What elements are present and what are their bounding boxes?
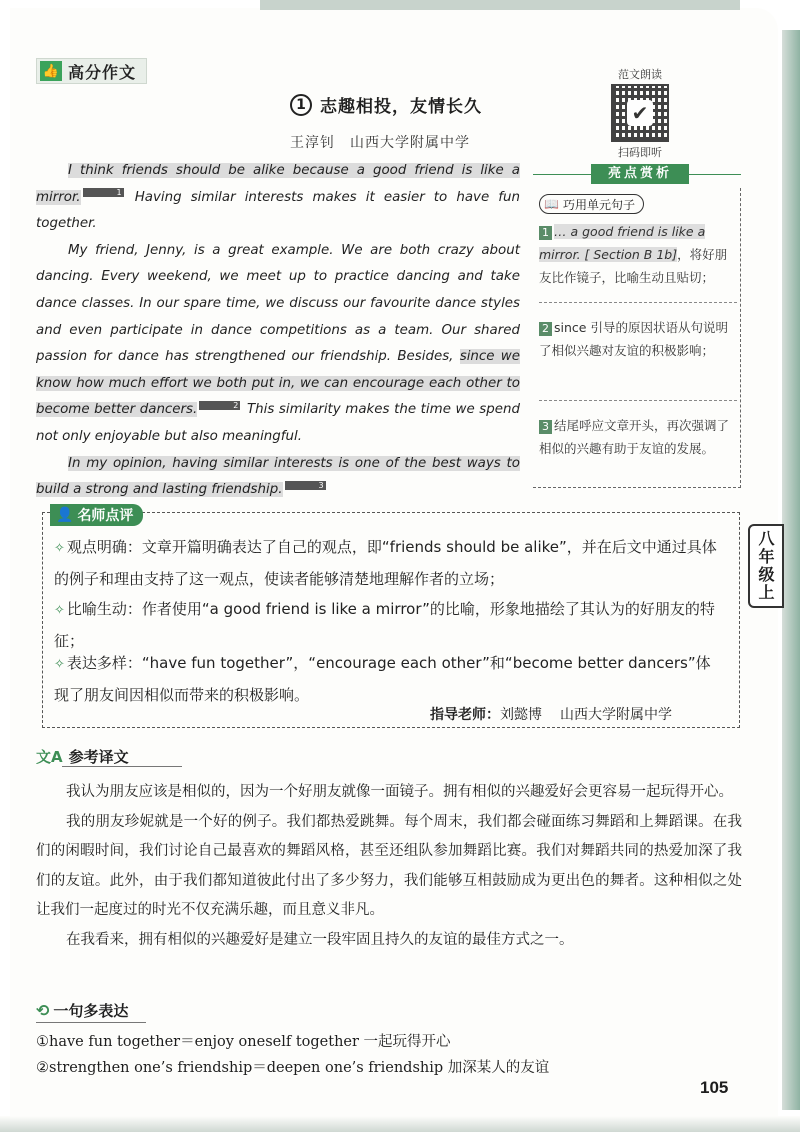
thumbs-up-icon: 👍 — [40, 61, 62, 81]
note-quote: … a good friend is like a mirror. [ Section B 1b] — [539, 224, 706, 262]
highlighted-sentence: I think friends should be alike because a good friend is like a mirror. — [36, 163, 520, 205]
marker-3: 3 — [285, 481, 326, 490]
check-icon: ✔ — [627, 100, 653, 126]
essay-sentence: Having similar interests makes it easier to have fun together. — [36, 189, 520, 232]
note-text: ，将好朋友比作镜子，比喻生动且贴切； — [539, 247, 728, 285]
essay-paragraph — [36, 451, 520, 504]
note-divider — [539, 400, 737, 401]
translation-body — [36, 778, 742, 955]
sparkle-icon: ✧ — [54, 603, 65, 618]
translate-icon: 文A — [36, 748, 63, 766]
refresh-icon: ⟲ — [36, 1001, 50, 1020]
teacher-label: 指导老师： — [430, 707, 500, 723]
qr-top-label: 范文朗读 — [618, 68, 662, 81]
note-2 — [539, 316, 737, 362]
highlighted-sentence: In my opinion, having similar interests is one of the best ways to build a strong and lasting friendship. — [36, 455, 520, 498]
expressions-header — [36, 1000, 128, 1021]
translation-paragraph: 我认为朋友应该是相似的，因为一个好朋友就像一面镜子。拥有相似的兴趣爱好会更容易一起玩得开心。 — [66, 784, 733, 800]
comment-header — [50, 504, 143, 526]
note-number: 3 — [539, 420, 552, 434]
essay-number: 1 — [290, 94, 312, 116]
book-icon: 📖 — [544, 197, 559, 211]
essay-title-row — [290, 92, 482, 117]
teacher-name: 刘懿博 — [500, 707, 542, 723]
subhead-label: 巧用单元句子 — [562, 197, 635, 212]
section-label: 高分作文 — [68, 62, 137, 82]
bottom-decoration — [0, 1116, 800, 1132]
teacher-credit — [430, 704, 672, 724]
top-decoration — [260, 0, 740, 10]
marker-2: 2 — [199, 401, 240, 410]
essay-paragraph — [36, 238, 520, 451]
comment-item-1 — [54, 532, 724, 595]
marker-1: 1 — [83, 188, 124, 197]
note-1 — [539, 220, 737, 289]
comment-text: 比喻生动：作者使用“a good friend is like a mirror”的比喻，形象地描绘了其认为的好朋友的特征； — [54, 600, 715, 650]
note-text: 结尾呼应文章开头，再次强调了相似的兴趣有助于友谊的发展。 — [539, 418, 730, 456]
comment-text: 观点明确：文章开篇明确表达了自己的观点，即“friends should be alike”，并在后文中通过具体的例子和理由支持了这一观点，使读者能够清楚地理解作者的立场； — [54, 538, 717, 588]
comment-text: 表达多样：“have fun together”，“encourage each other”和“become better dancers”体现了朋友间因相似而带来的积极影响。 — [54, 654, 711, 704]
expressions-rule — [36, 1022, 146, 1023]
highlighted-sentence: since we know how much effort we both put in, we can encourage each other to become better dancers. — [36, 349, 520, 418]
highlights-title: 亮点赏析 — [591, 164, 689, 184]
essay-body — [36, 158, 520, 504]
subhead-tag — [539, 194, 644, 214]
teacher-school: 山西大学附属中学 — [560, 707, 672, 723]
essay-sentence: This similarity makes the time we spend not only enjoyable but also meaningful. — [36, 402, 520, 444]
sparkle-icon: ✧ — [54, 657, 65, 672]
highlights-panel — [533, 160, 741, 488]
translation-paragraph: 在我看来，拥有相似的兴趣爱好是建立一段牢固且持久的友谊的最佳方式之一。 — [66, 931, 574, 948]
note-divider — [539, 302, 737, 303]
note-number: 1 — [539, 226, 552, 240]
page-number: 105 — [700, 1078, 729, 1097]
comment-item-3 — [54, 648, 724, 711]
qr-code-icon[interactable] — [611, 84, 669, 142]
note-3 — [539, 414, 737, 460]
comment-title: 名师点评 — [77, 508, 134, 524]
grade-tab[interactable]: 八年级上 — [748, 524, 784, 608]
translation-title: 参考译文 — [68, 748, 129, 766]
note-number: 2 — [539, 322, 552, 336]
expression-item-2: ②strengthen one’s friendship＝deepen one’s friendship 加深某人的友谊 — [36, 1060, 550, 1076]
translation-paragraph: 我的朋友珍妮就是一个好的例子。我们都热爱跳舞。每个周末，我们都会碰面练习舞蹈和上舞蹈课。在我们的闲暇时间，我们讨论自己最喜欢的舞蹈风格，甚至还组队参加舞蹈比赛。我们对舞蹈共同的热爱加深了我们的友谊。此外，由于我们都知道彼此付出了多少努力，我们能够互相鼓励成为更出色的舞者。这种相似之处让我们一起度过的时光不仅充满乐趣，而且意义非凡。 — [36, 813, 742, 918]
essay-author: 王淳钊 山西大学附属中学 — [290, 135, 470, 151]
section-badge — [36, 58, 147, 84]
person-icon: 👤 — [56, 507, 74, 523]
sparkle-icon: ✧ — [54, 541, 65, 556]
qr-block[interactable] — [608, 66, 672, 160]
expression-item-1: ①have fun together＝enjoy oneself together 一起玩得开心 — [36, 1034, 451, 1050]
expressions-title: 一句多表达 — [53, 1002, 129, 1020]
right-decoration — [782, 30, 800, 1110]
translation-header — [36, 746, 129, 767]
essay-sentence: My friend, Jenny, is a great example. We are both crazy about dancing. Every weekend, we meet up to practice dancing and take dance classes. In our spare time, we discuss our favourite dance styles and even participate in dance competitions as a team. Our shared passion for dance has strengthened our friendship. Besides, — [36, 242, 520, 365]
essay-title: 志趣相投，友情长久 — [320, 97, 482, 117]
translation-rule — [62, 766, 182, 767]
note-text: since 引导的原因状语从句说明了相似兴趣对友谊的积极影响； — [539, 320, 728, 358]
essay-paragraph — [36, 158, 520, 238]
qr-bottom-label: 扫码即听 — [618, 146, 662, 159]
